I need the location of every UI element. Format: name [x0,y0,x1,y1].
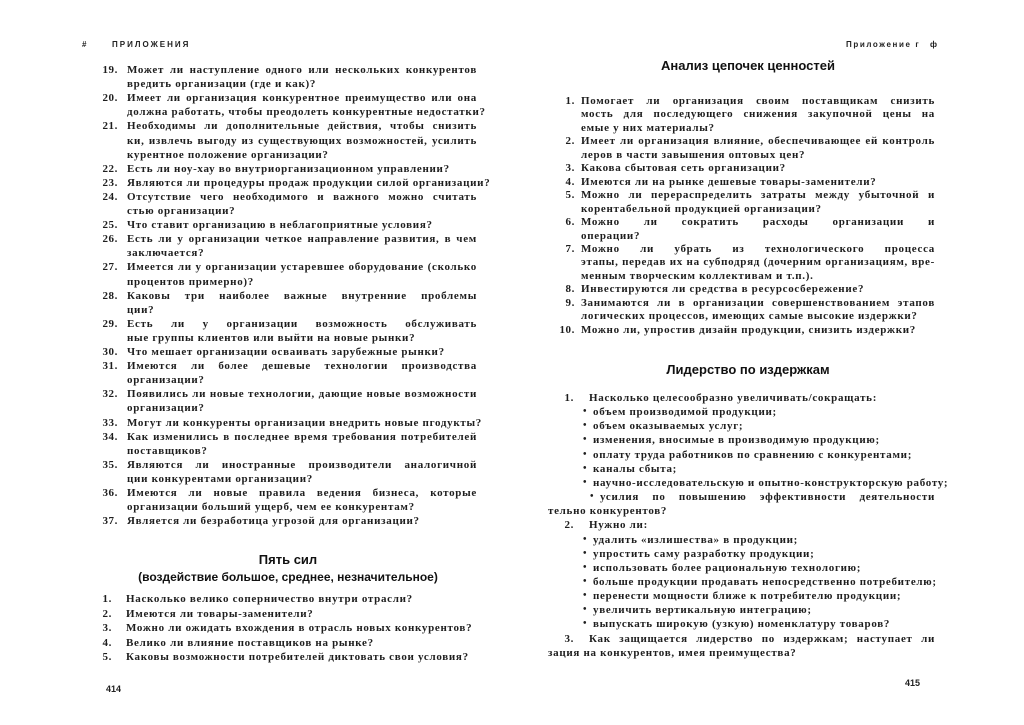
bullet-icon: • [583,561,587,573]
question-line: корентабельной продукцией организации? [581,202,822,215]
item-number: 32. [102,388,118,401]
bullet-icon: • [583,476,587,488]
question-line: ции конкурентами организации? [127,472,313,485]
item-number: 20. [102,92,118,105]
section-title-five-forces: Пять сил [258,552,318,567]
item-number: 1. [102,593,112,605]
bullet-item-line: упростить саму разработку продукции; [593,547,815,560]
item-number: 37. [102,515,118,528]
bullet-item-line: больше продукции продавать непосредственно потребителю; [593,575,937,588]
question-line: должна работать, чтобы преодолеть конкурентные недостатки? [127,106,486,119]
question-line: Имеются ли более дешевые технологии производства [127,360,477,373]
header-mark: ф [930,40,939,49]
bullet-icon: • [583,533,587,545]
question-line: мость для последующего снижения закупочной цены на [581,108,935,121]
item-number: 2. [102,607,112,620]
question-line: Имеются ли товары-заменители? [126,607,314,620]
question-line: Может ли наступление одного или нескольких конкурентов [127,64,477,76]
item-number: 7. [565,242,575,255]
question-line: Можно ли сократить расходы организации и [581,216,935,229]
question-line: Отсутствие чего необходимого и важного можно считать [127,190,477,203]
header-mark: # [82,40,89,49]
bullet-icon: • [583,604,587,616]
question-line: Насколько целесообразно увеличивать/сокращать: [589,392,878,404]
item-number: 26. [102,233,118,246]
section-title-cost-leadership: Лидерство по издержкам [666,362,830,377]
item-number: 4. [102,636,112,649]
bullet-icon: • [583,448,587,460]
item-number: 1. [564,392,574,404]
bullet-icon: • [583,462,587,474]
question-line: Есть ли ноу-хау во внутриорганизационном управлении? [127,162,450,175]
question-line: зация на конкурентов, имея преимущества? [548,646,797,659]
item-number: 3. [102,622,112,634]
question-line: этапы, передав их на субподряд (дочерним организациям, вре- [581,256,935,269]
question-line: Имеются ли новые правила ведения бизнеса, которые [127,487,477,499]
question-line: процентов примерно)? [127,275,254,288]
running-header: Приложение г [846,40,921,49]
question-line: ные группы клиентов или выйти на новые рынки? [127,331,416,344]
item-number: 10. [559,323,575,336]
question-line: Как защищается лидерство по издержкам; наступает ли [589,632,935,645]
item-number: 35. [102,458,118,471]
item-number: 1. [565,95,575,107]
question-line: Нужно ли: [589,519,648,532]
bullet-item-line: усилия по повышению эффективности деятельности [600,491,935,504]
section-subtitle-five-forces: (воздействие большое, среднее, незначительное) [138,570,438,584]
question-line: Как изменились в последнее время требования потребителей [127,430,477,443]
bullet-icon: • [583,406,587,418]
bullet-item-line: каналы сбыта; [593,462,678,475]
question-line: Есть ли у организации четкое направление развития, в чем [127,233,477,246]
item-number: 30. [102,346,118,358]
question-line: Можно ли ожидать вхождения в отрасль новых конкурентов? [126,622,473,634]
item-number: 4. [565,175,575,188]
question-line: Имеется ли у организации устаревшее оборудование (сколько [127,261,477,274]
bullet-icon: • [583,420,587,432]
question-line: Необходимы ли дополнительные действия, чтобы снизить [127,120,477,133]
question-line: Являются ли иностранные производители аналогичной [127,458,477,471]
item-number: 3. [564,632,574,645]
question-line: Имеет ли организация конкурентное преимущество или она [127,92,477,105]
question-line: Есть ли у организации возможность обслуживать [127,317,477,330]
question-line: Можно ли, упростив дизайн продукции, снизить издержки? [581,323,916,336]
question-line: Что ставит организацию в неблагоприятные условия? [127,219,433,232]
item-number: 34. [102,430,118,443]
question-line: поставщиков? [127,444,208,457]
question-line: Каковы три наиболее важные внутренние проблемы [127,289,477,302]
item-number: 8. [565,283,575,296]
question-line: Помогает ли организация своим поставщикам снизить [581,95,935,107]
item-number: 24. [102,190,118,203]
bullet-item-line: оплату труда работников по сравнению с конкурентами; [593,448,913,461]
question-line: Являются ли процедуры продаж продукции силой организации? [127,176,491,189]
question-line: логических процессов, имеющих самые высокие издержки? [581,310,918,323]
question-line: менным творческим коллективам и т.п.). [581,269,814,282]
bullet-icon: • [583,618,587,630]
item-number: 9. [565,296,575,309]
item-number: 31. [102,360,118,373]
question-line: Могут ли конкуренты организации внедрить новые пгодукты? [127,416,482,429]
item-number: 2. [564,519,574,532]
question-line: Насколько велико соперничество внутри отрасли? [126,593,413,605]
question-line: организации больший ущерб, чем ее конкурентам? [127,501,415,514]
bullet-icon: • [583,590,587,602]
question-line: организации? [127,402,205,415]
running-header: ПРИЛОЖЕНИЯ [112,40,191,49]
bullet-item-line: объем производимой продукции; [593,406,777,419]
question-line: организации? [127,374,205,387]
section-title-value-chain: Анализ цепочек ценностей [661,58,835,73]
question-line: Инвестируются ли средства в ресурсосбережение? [581,283,865,296]
question-line: Имеются ли на рынке дешевые товары-заменители? [581,175,877,188]
question-line: Каковы возможности потребителей диктовать свои условия? [126,651,469,663]
question-line: леров в части завышения оптовых цен? [581,148,806,161]
item-number: 19. [102,64,118,76]
question-line: Появились ли новые технологии, дающие новые возможности [127,388,477,401]
bullet-item-line: выпускать широкую (узкую) номенклатуру товаров? [593,618,891,631]
question-line: Велико ли влияние поставщиков на рынке? [126,636,374,649]
bullet-icon: • [583,434,587,446]
item-number: 5. [102,651,112,663]
question-line: ки, извлечь выгоду из существующих возможностей, усилить [127,134,477,147]
question-line: стью организации? [127,205,236,217]
question-line: заключается? [127,247,205,260]
bullet-item-line: научно-исследовательскую и опытно-конструкторскую работу; [593,476,949,489]
item-number: 6. [565,216,575,229]
item-number: 3. [565,162,575,175]
bullet-item-line: тельно конкурентов? [548,505,668,518]
bullet-icon: • [590,491,594,503]
bullet-item-line: использовать более рациональную технологию; [593,561,862,574]
item-number: 23. [102,176,118,189]
item-number: 25. [102,219,118,232]
bullet-item-line: удалить «излишества» в продукции; [593,533,799,546]
question-line: Какова сбытовая сеть организации? [581,162,786,175]
item-number: 2. [565,135,575,148]
question-line: Можно ли перераспределить затраты между убыточной и [581,189,935,202]
question-line: Можно ли убрать из технологического процесса [581,242,935,255]
question-line: Является ли безработица угрозой для организации? [127,515,420,528]
question-line: операции? [581,229,641,242]
question-line: ции? [127,303,155,316]
item-number: 22. [102,162,118,175]
item-number: 36. [102,487,118,499]
page-number: 414 [106,684,122,694]
question-line: вредить организации (где и как)? [127,78,317,91]
item-number: 29. [102,317,118,330]
bullet-item-line: объем оказываемых услуг; [593,420,744,433]
item-number: 5. [565,189,575,202]
bullet-item-line: увеличить вертикальную интеграцию; [593,604,812,617]
item-number: 27. [102,261,118,274]
item-number: 21. [102,120,118,133]
question-line: Что мешает организации осваивать зарубежные рынки? [127,346,445,358]
question-line: емые у них материалы? [581,121,715,134]
item-number: 33. [102,416,118,429]
question-line: курентное положение организации? [127,148,329,161]
item-number: 28. [102,289,118,302]
bullet-item-line: перенести мощности ближе к потребителю продукции; [593,590,902,603]
bullet-item-line: изменения, вносимые в производимую продукцию; [593,434,880,447]
bullet-icon: • [583,547,587,559]
question-line: Имеет ли организация влияние, обеспечивающее ей контроль [581,135,935,148]
question-line: Занимаются ли в организации совершенствованием этапов [581,296,935,309]
page-number: 415 [905,678,921,688]
bullet-icon: • [583,575,587,587]
